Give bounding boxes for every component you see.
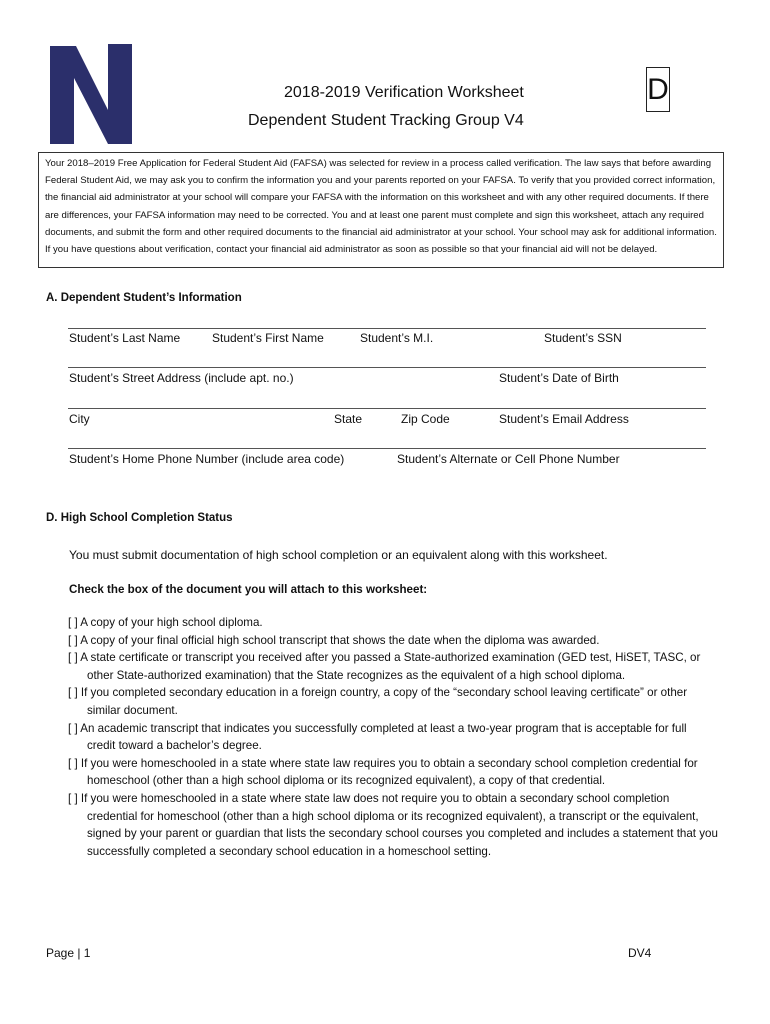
form-line: [68, 448, 706, 449]
form-line: [68, 408, 706, 409]
zip-code-label: Zip Code: [401, 412, 450, 426]
version-letter-box: D: [646, 67, 670, 112]
state-label: State: [334, 412, 363, 426]
form-line: [68, 328, 706, 329]
option-diploma[interactable]: [ ] A copy of your high school diploma.: [68, 616, 263, 629]
section-a-heading: A. Dependent Student’s Information: [46, 292, 242, 304]
option-homeschool-credential[interactable]: [ ] If you were homeschooled in a state where state law requires you to obtain a secondary school completion credential for homeschool (other than a high school diploma or its recognized equivalent), a copy of that credential.: [68, 756, 698, 788]
form-line: [68, 367, 706, 368]
city-label: City: [69, 412, 90, 426]
n-logo-icon: [50, 44, 134, 146]
option-foreign-certificate[interactable]: [ ] If you completed secondary education in a foreign country, a copy of the “secondary school leaving certificate” or other similar document.: [68, 686, 688, 717]
worksheet-subtitle: Dependent Student Tracking Group V4: [248, 112, 524, 129]
email-label: Student’s Email Address: [499, 412, 629, 426]
middle-initial-label: Student’s M.I.: [360, 331, 434, 345]
document-options-list: [68, 614, 718, 860]
ssn-label: Student’s SSN: [544, 331, 622, 345]
last-name-label: Student’s Last Name: [69, 331, 181, 345]
section-d-heading: D. High School Completion Status: [46, 512, 233, 524]
option-academic-transcript[interactable]: [ ] An academic transcript that indicates you successfully completed at least a two-year program that is acceptable for full credit toward a bachelor’s degree.: [68, 721, 687, 753]
date-of-birth-label: Student’s Date of Birth: [499, 371, 619, 385]
home-phone-label: Student’s Home Phone Number (include area code): [69, 452, 345, 466]
worksheet-title: 2018-2019 Verification Worksheet: [284, 84, 524, 101]
check-box-prompt: Check the box of the document you will attach to this worksheet:: [69, 583, 428, 596]
cell-phone-label: Student’s Alternate or Cell Phone Number: [397, 452, 620, 466]
page-number: Page | 1: [46, 946, 91, 960]
hs-completion-instruction: You must submit documentation of high school completion or an equivalent along with this worksheet.: [69, 548, 608, 562]
option-homeschool-transcript[interactable]: [ ] If you were homeschooled in a state where state law does not require you to obtain a secondary school completion credential for homeschool (other than a high school diploma or its recognized equivalent), a transcript or the equivalent, signed by your parent or guardian that lists the secondary school courses you completed and includes a statement that you successfully completed a secondary school education in a homeschool setting.: [68, 791, 718, 858]
option-state-certificate[interactable]: [ ] A state certificate or transcript you received after you passed a State-authorized examination (GED test, HiSET, TASC, or other State-authorized examination) that the State recognizes as the equivalent of a high school diploma.: [68, 651, 701, 682]
street-address-label: Student’s Street Address (include apt. no.): [69, 371, 294, 385]
form-code: DV4: [628, 946, 652, 960]
intro-paragraph: Your 2018–2019 Free Application for Federal Student Aid (FAFSA) was selected for review in a process called verification. The law says that before awarding Federal Student Aid, we may ask you to confirm the information you and your parents reported on your FAFSA. To verify that you provided correct information, the financial aid administrator at your school will compare your FAFSA with the information on this worksheet and with any other required documents. If there are differences, your FAFSA information may need to be corrected. You and at least one parent must complete and sign this worksheet, attach any required documents, and submit the form and other required documents to the financial aid administrator at your school. Your school may ask for additional information. If you have questions about verification, contact your financial aid administrator as soon as possible so that your financial aid will not be delayed.: [38, 152, 724, 268]
first-name-label: Student’s First Name: [212, 331, 324, 345]
option-final-transcript[interactable]: [ ] A copy of your final official high school transcript that shows the date when the diploma was awarded.: [68, 633, 600, 647]
